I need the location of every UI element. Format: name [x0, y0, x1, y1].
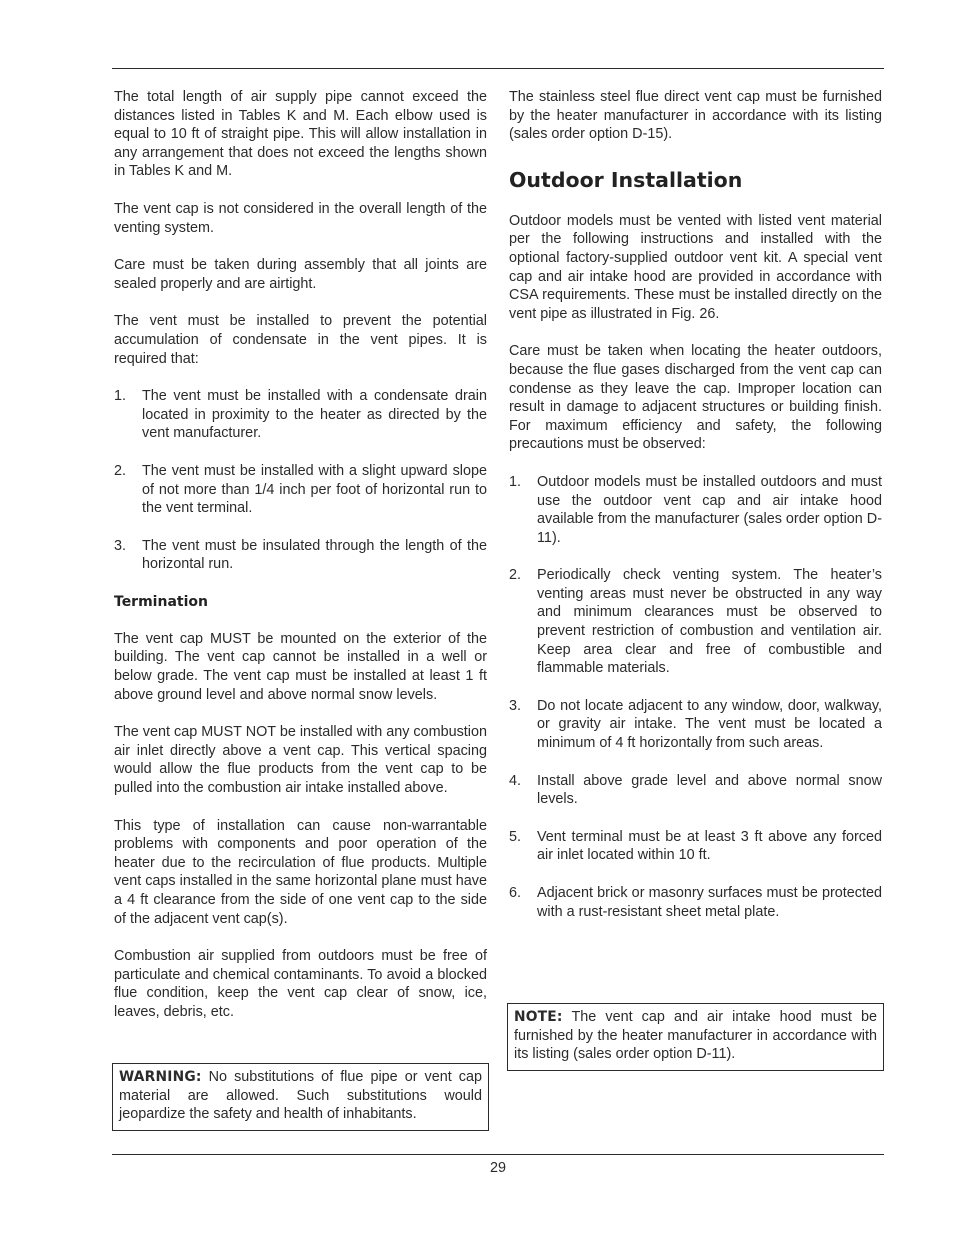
- paragraph-condensate: The vent must be installed to prevent the potential accumulation of condensate in the vent pipes. It is required that:: [114, 313, 487, 367]
- note-label: NOTE:: [514, 1009, 563, 1025]
- list-item-number: 4.: [509, 772, 522, 789]
- list-item-text: Install above grade level and above normal snow levels.: [537, 772, 882, 808]
- list-item-text: The vent must be installed with a condensate drain located in proximity to the heater as directed by the vent manufacturer.: [142, 388, 487, 442]
- paragraph-air-supply: The total length of air supply pipe cannot exceed the distances listed in Tables K and M. Each elbow used is equal to 10 ft of straight pipe. This will allow installation in any arrangement that does not exceed the lengths shown in Tables K and M.: [114, 89, 487, 180]
- list-item-text: The vent must be insulated through the length of the horizontal run.: [142, 537, 487, 573]
- list-item: [509, 828, 882, 865]
- list-item-number: 1.: [509, 473, 522, 490]
- paragraph-outdoor-models: Outdoor models must be vented with listed vent material per the following instructions and installed with the optional factory-supplied outdoor vent kit. A special vent cap and air intake hood are provided in accordance with CSA requirements. These must be installed directly on the vent pipe as illustrated in Fig. 26.: [509, 212, 882, 322]
- list-item: [114, 462, 487, 518]
- footer-rule: [112, 1154, 884, 1155]
- paragraph-vent-cap-length: The vent cap is not considered in the overall length of the venting system.: [114, 200, 487, 236]
- paragraph-not-installed: The vent cap MUST NOT be installed with any combustion air inlet directly above a vent cap. This vertical spacing would allow the flue products from the vent cap to be pulled into the combustion air intake installed above.: [114, 724, 487, 797]
- precautions-list: [509, 473, 882, 921]
- termination-heading: Termination: [114, 593, 208, 610]
- list-item-number: 2.: [114, 462, 127, 479]
- header-rule: [112, 68, 884, 69]
- warning-text: No substitutions of flue pipe or vent cap material are allowed. Such substitutions would jeopardize the safety and health of inhabitants.: [119, 1069, 483, 1123]
- list-item-text: Periodically check venting system. The heater’s venting areas must never be obstructed in any way and minimum clearances must be observed to prevent restriction of combustion and ventilation air. Keep area clear and free of combustible and flammable materials.: [537, 567, 882, 677]
- list-item: [509, 884, 882, 921]
- paragraph-joints: Care must be taken during assembly that all joints are sealed properly and are airtight.: [114, 257, 487, 292]
- list-item-text: The vent must be installed with a slight upward slope of not more than 1/4 inch per foot of horizontal run to the vent terminal.: [142, 462, 487, 517]
- list-item-number: 6.: [509, 885, 522, 901]
- list-item: [509, 473, 882, 547]
- note-box: [507, 1003, 884, 1071]
- list-item-number: 1.: [114, 388, 127, 405]
- list-item-number: 5.: [509, 828, 522, 845]
- list-item: [509, 697, 882, 753]
- left-column: [114, 88, 487, 1041]
- list-item-number: 3.: [509, 697, 522, 714]
- warning-label: WARNING:: [119, 1069, 202, 1085]
- paragraph-care-locating: Care must be taken when locating the heater outdoors, because the flue gases discharged from the vent cap can condense as they leave the cap. Improper location can result in damage to adjacent structures or building finish. For maximum efficiency and safety, the following precautions must be observed:: [509, 343, 882, 453]
- paragraph-non-warrantable: This type of installation can cause non-warrantable problems with components and poor operation of the heater due to the recirculation of flue products. Multiple vent caps installed in the same horizontal plane must have a 4 ft clearance from the side of one vent cap to the side of the adjacent vent cap(s).: [114, 817, 487, 927]
- list-item-text: Adjacent brick or masonry surfaces must be protected with a rust-resistant sheet metal plate.: [537, 885, 882, 920]
- paragraph-stainless: The stainless steel flue direct vent cap must be furnished by the heater manufacturer in accordance with its listing (sales order option D-15).: [509, 89, 882, 143]
- note-text: The vent cap and air intake hood must be furnished by the heater manufacturer in accordance with its listing (sales order option D-11).: [514, 1009, 877, 1063]
- warning-box: [112, 1063, 489, 1131]
- paragraph-combustion-air: Combustion air supplied from outdoors must be free of particulate and chemical contaminants. To avoid a blocked flue condition, keep the vent cap clear of snow, ice, leaves, debris, etc.: [114, 948, 487, 1020]
- list-item-text: Do not locate adjacent to any window, door, walkway, or gravity air intake. The vent must be located a minimum of 4 ft horizontally from such areas.: [537, 697, 882, 752]
- list-item: [509, 772, 882, 809]
- paragraph-mounted: The vent cap MUST be mounted on the exterior of the building. The vent cap cannot be installed in a well or below grade. The vent cap must be installed at least 1 ft above ground level and above normal snow levels.: [114, 630, 487, 703]
- list-item: [114, 387, 487, 443]
- list-item: [509, 566, 882, 678]
- requirements-list: [114, 387, 487, 574]
- list-item-text: Vent terminal must be at least 3 ft above any forced air inlet located within 10 ft.: [537, 828, 882, 864]
- section-title: Outdoor Installation: [509, 167, 743, 192]
- page-number: 29: [489, 1160, 506, 1176]
- list-item-text: Outdoor models must be installed outdoors and must use the outdoor vent cap and air intake hood available from the manufacturer (sales order option D-11).: [537, 473, 882, 546]
- list-item-number: 2.: [509, 567, 522, 584]
- list-item: [114, 537, 487, 574]
- list-item-number: 3.: [114, 537, 127, 554]
- right-column: [509, 88, 882, 940]
